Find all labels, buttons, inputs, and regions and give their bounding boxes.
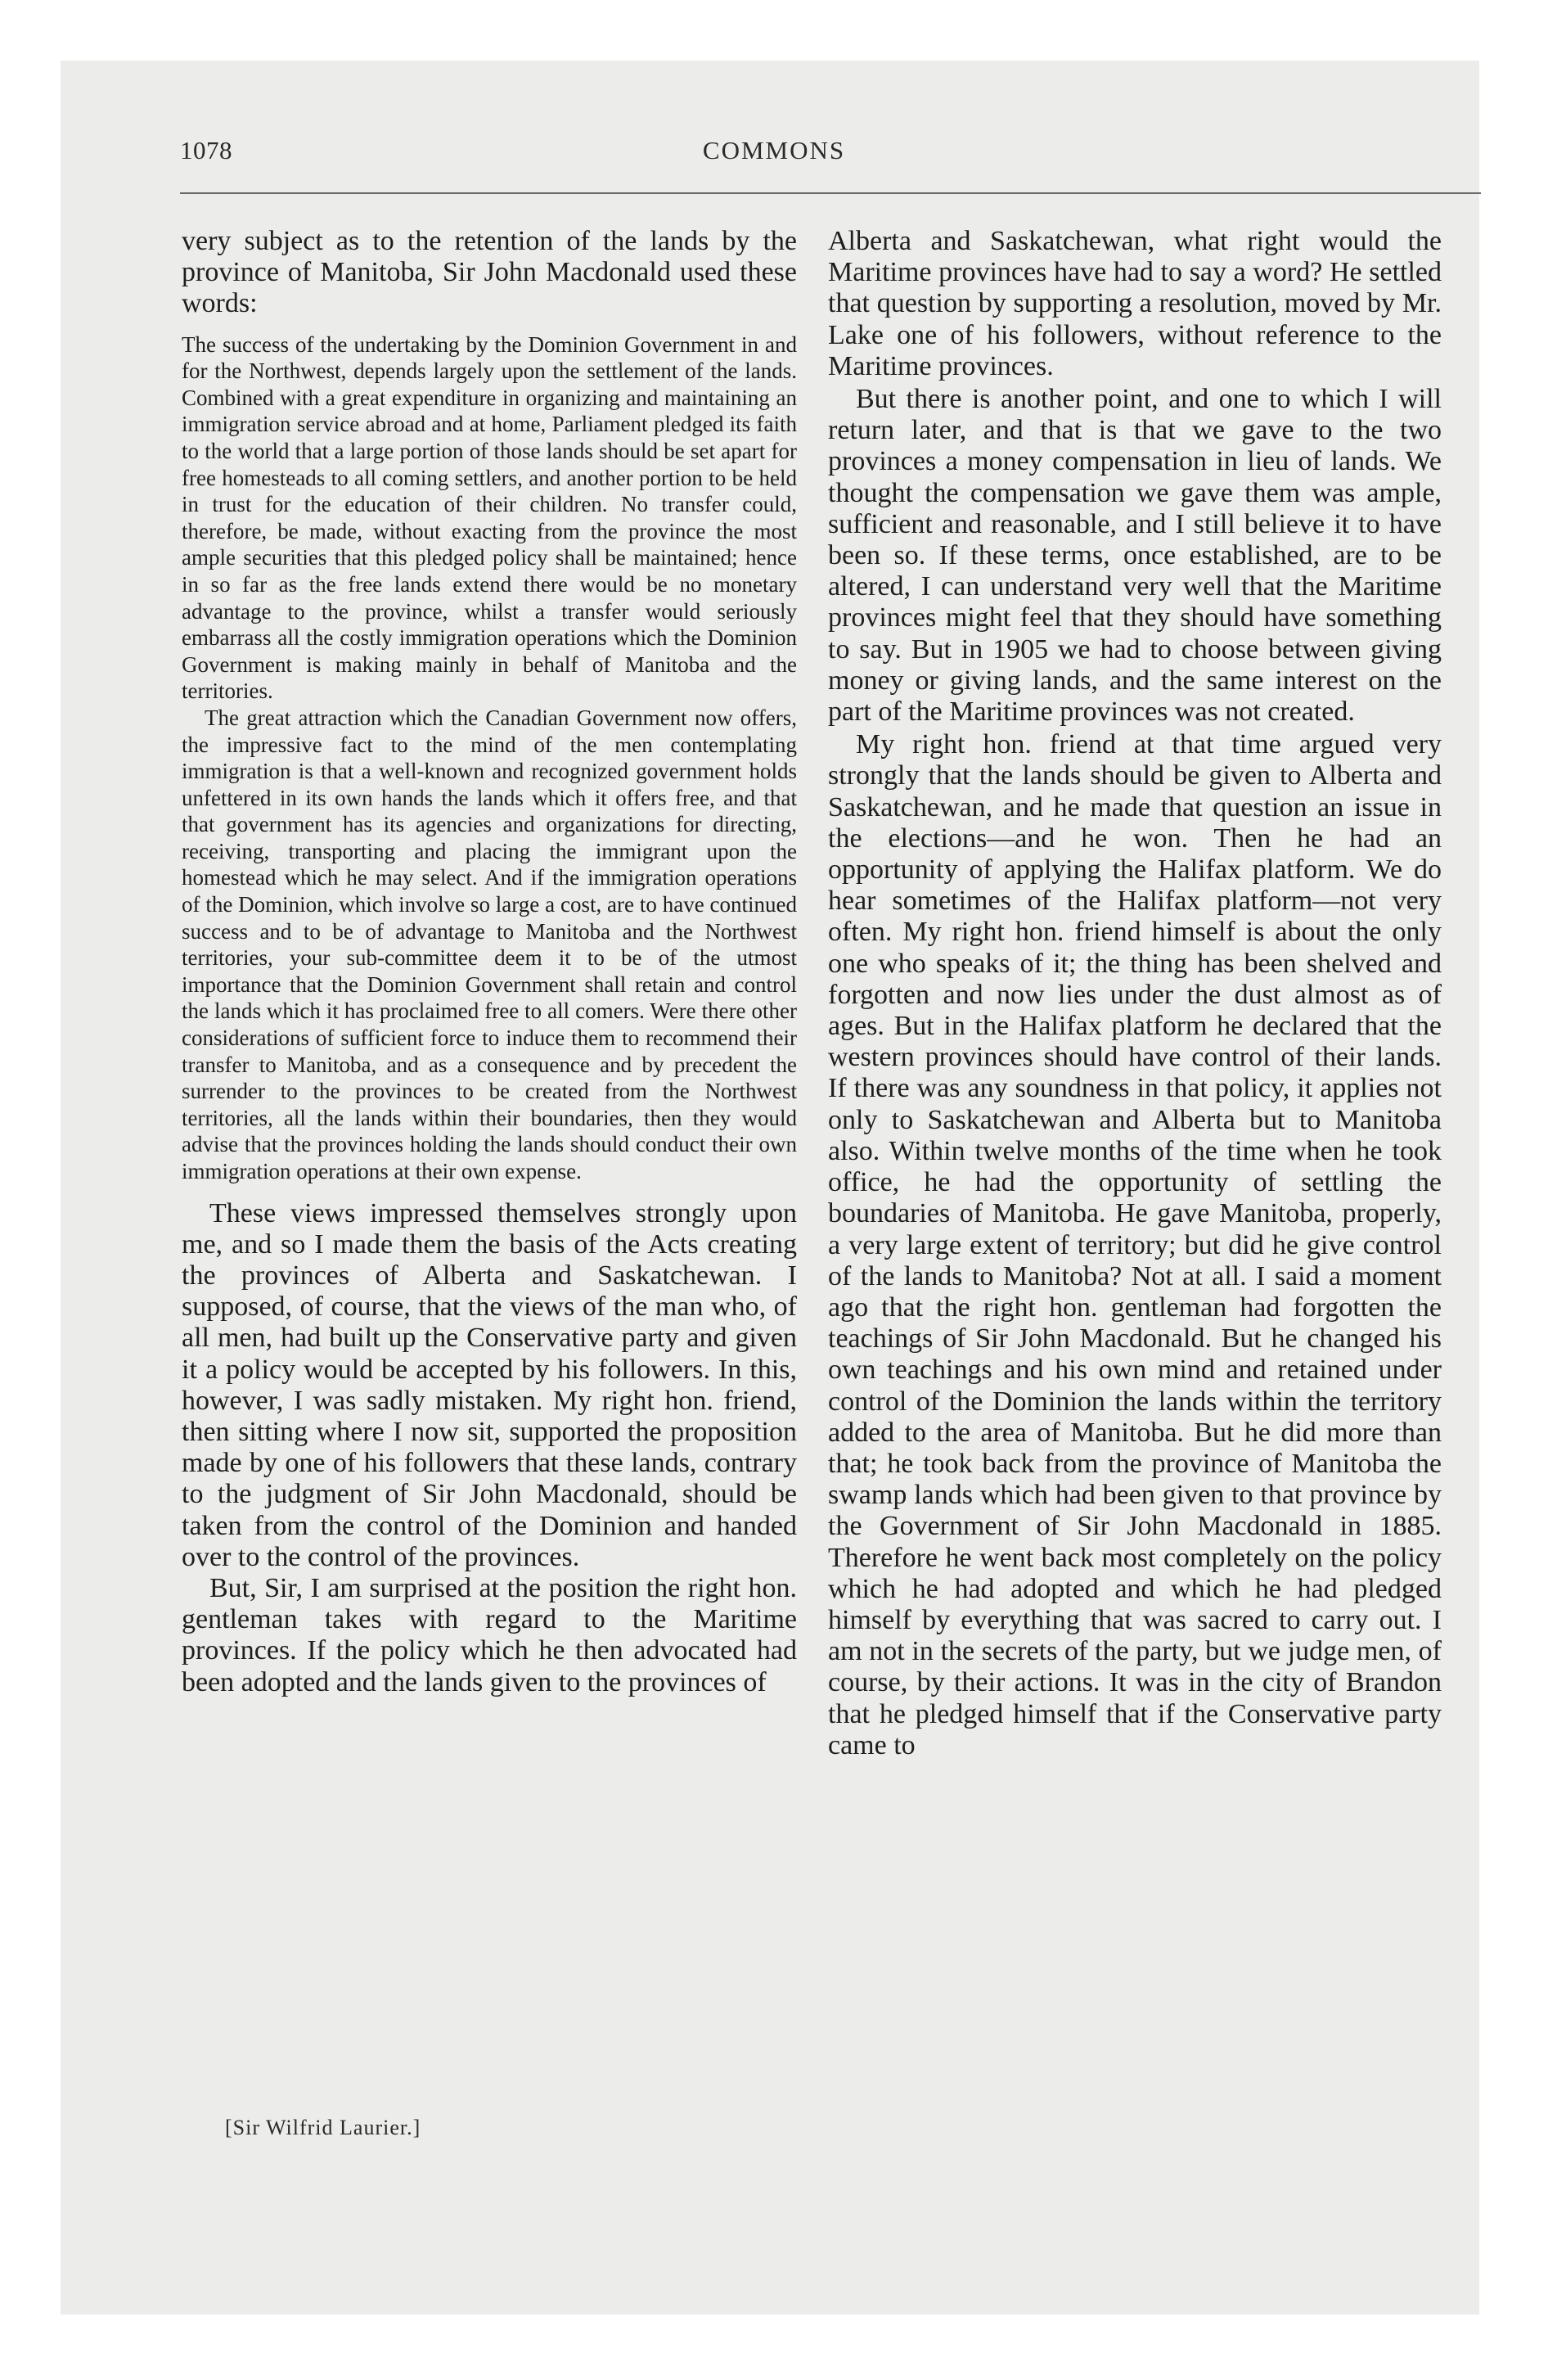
body-paragraph: But, Sir, I am surprised at the position the right hon. gentleman takes with regard to the Maritime provinces. If the policy which he then advocated had been adopted and the lands given to the provinces of	[182, 1573, 797, 1697]
body-paragraph: Alberta and Saskatchewan, what right would the Maritime provinces have had to say a word? He settled that question by supporting a resolution, moved by Mr. Lake one of his followers, without reference to the Maritime provinces.	[828, 226, 1442, 381]
block-quote	[182, 331, 797, 1185]
header-title: COMMONS	[702, 136, 846, 165]
right-column	[828, 226, 1442, 1761]
running-head	[123, 136, 1425, 169]
body-paragraph: These views impressed themselves strongly upon me, and so I made them the basis of the Acts creating the provinces of Alberta and Saskatchewan. I supposed, of course, that the views of the man who, of all men, had built up the Conservative party and given it a policy would be accepted by his followers. In this, however, I was sadly mistaken. My right hon. friend, then sitting where I now sit, supported the proposition made by one of his followers that these lands, contrary to the judgment of Sir John Macdonald, should be taken from the control of the Dominion and handed over to the control of the provinces.	[182, 1197, 797, 1572]
page-number: 1078	[180, 136, 232, 165]
intro-paragraph: very subject as to the retention of the lands by the province of Manitoba, Sir John Macdonald used these words:	[182, 226, 797, 319]
left-column	[182, 226, 797, 1698]
quote-paragraph: The success of the undertaking by the Dominion Government in and for the Northwest, depends largely upon the settlement of the lands. Combined with a great expenditure in organizing and maintaining an immigration service abroad and at home, Parliament pledged its faith to the world that a large portion of those lands should be set apart for free homesteads to all coming settlers, and another portion to be held in trust for the education of their children. No transfer could, therefore, be made, without exacting from the province the most ample securities that this pledged policy shall be maintained; hence in so far as the free lands extend there would be no monetary advantage to the province, whilst a transfer would seriously embarrass all the costly immigration operations which the Dominion Government is making mainly in behalf of Manitoba and the territories.	[182, 331, 797, 704]
body-paragraph: My right hon. friend at that time argued very strongly that the lands should be given to Alberta and Saskatchewan, and he made that question an issue in the elections—and he won. Then he had an opportunity of applying the Halifax platform. We do hear sometimes of the Halifax platform—not very often. My right hon. friend himself is about the only one who speaks of it; the thing has been shelved and forgotten and now lies under the dust almost as of ages. But in the Halifax platform he declared that the western provinces should have control of their lands. If there was any soundness in that policy, it applies not only to Saskatchewan and Alberta but to Manitoba also. Within twelve months of the time when he took office, he had the opportunity of settling the boundaries of Manitoba. He gave Manitoba, properly, a very large extent of territory; but did he give control of the lands to Manitoba? Not at all. I said a moment ago that the right hon. gentleman had forgotten the teachings of Sir John Macdonald. But he changed his own teachings and his own mind and retained under control of the Dominion the lands within the territory added to the area of Manitoba. But he did more than that; he took back from the province of Manitoba the swamp lands which had been given to that province by the Government of Sir John Macdonald in 1885. Therefore he went back most completely on the policy which he had adopted and which he had pledged himself by everything that was sacred to carry out. I am not in the secrets of the party, but we judge men, of course, by their actions. It was in the city of Brandon that he pledged himself that if the Conservative party came to	[828, 729, 1442, 1760]
quote-paragraph: The great attraction which the Canadian Government now offers, the impressive fact to the mind of the men contemplating immigration is that a well-known and recognized government holds unfettered in its own hands the lands which it offers free, and that that government has its agencies and organizations for directing, receiving, transporting and placing the immigrant upon the homestead which he may select. And if the immigration operations of the Dominion, which involve so large a cost, are to have continued success and to be of advantage to Manitoba and the Northwest territories, your sub-committee deem it to be of the utmost importance that the Dominion Government shall retain and control the lands which it has proclaimed free to all comers. Were there other considerations of sufficient force to induce them to recommend their transfer to Manitoba, and as a consequence and by precedent the surrender to the provinces to be created from the Northwest territories, all the lands within their boundaries, then they would advise that the provinces holding the lands should conduct their own immigration operations at their own expense.	[182, 705, 797, 1184]
header-rule	[180, 192, 1481, 194]
body-paragraph: But there is another point, and one to which I will return later, and that is that we gave to the two provinces a money compensation in lieu of lands. We thought the compensation we gave them was ample, sufficient and reasonable, and I still believe it to have been so. If these terms, once established, are to be altered, I can understand very well that the Maritime provinces might feel that they should have something to say. But in 1905 we had to choose between giving money or giving lands, and the same interest on the part of the Maritime provinces was not created.	[828, 384, 1442, 728]
speaker-attribution: [Sir Wilfrid Laurier.]	[225, 2116, 421, 2139]
